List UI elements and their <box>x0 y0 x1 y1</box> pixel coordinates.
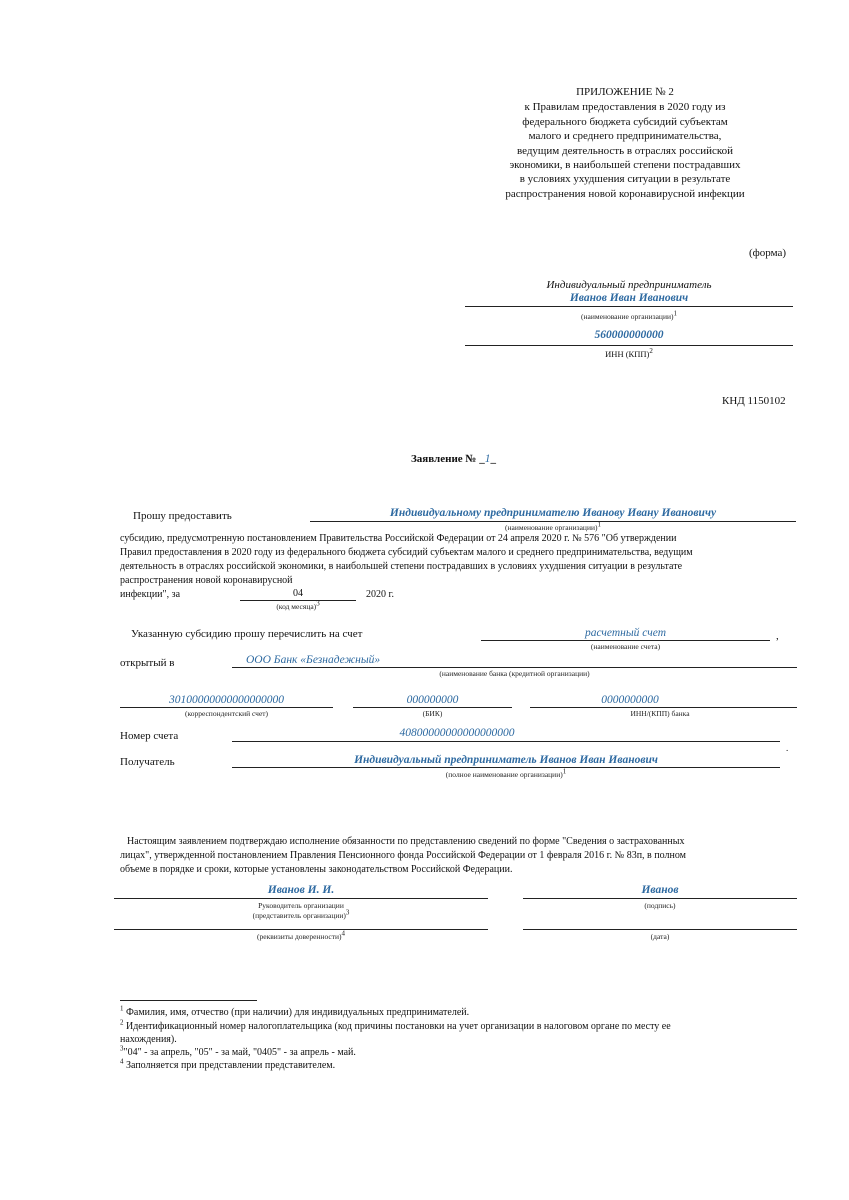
footnote: $^1$ Фамилия, имя, отчество (при наличии) для индивидуальных предпринимателей. <box>120 1004 470 1018</box>
statement-title: Заявление № _1_ <box>411 453 496 465</box>
date-line <box>523 929 797 930</box>
account-label: Указанную субсидию прошу перечислить на счет <box>131 628 363 640</box>
account-number-line <box>232 741 780 742</box>
footnote: $^4$ Заполняется при представлении представителем. <box>120 1057 336 1071</box>
request-period-label: инфекции", за <box>120 589 181 600</box>
footnote: $^3$"04" - за апрель, "05" - за май, "0405" - за апрель - май. <box>120 1044 356 1058</box>
bank-inn-caption: ИНН/(КПП) банка <box>630 709 690 718</box>
receiver-caption: (полное наименование организации)$^1$ <box>445 767 567 779</box>
receiver-name: Индивидуальный предприниматель Иванов Иван Иванович <box>354 754 658 766</box>
signature-line <box>523 898 797 899</box>
bank-name: ООО Банк «Безнадежный» <box>246 654 381 666</box>
request-paragraph: деятельность в отраслях российской экономики, в наибольшей степени пострадавших в условиях ухудшения ситуации в результате <box>120 561 683 572</box>
signature-value: Иванов <box>641 884 679 896</box>
request-recipient-line <box>310 521 796 522</box>
comma: , <box>776 630 779 642</box>
applicant-inn-caption: ИНН (КПП)$^2$ <box>605 347 653 359</box>
head-line <box>114 898 488 899</box>
corr-caption: (корреспондентский счет) <box>184 709 269 718</box>
appendix-line: федерального бюджета субсидий субъектам <box>522 116 728 128</box>
applicant-type: Индивидуальный предприниматель <box>546 279 712 291</box>
proxy-caption: (реквизиты доверенности)$^4$ <box>257 929 345 941</box>
account-type: расчетный счет <box>584 627 666 639</box>
appendix-line: экономики, в наибольшей степени пострадавших <box>509 159 741 171</box>
receiver-label: Получатель <box>120 756 175 768</box>
corr-line <box>120 707 333 708</box>
request-month-line <box>240 600 356 601</box>
receiver-line <box>232 767 780 768</box>
bank-line <box>232 667 797 668</box>
request-paragraph: Правил предоставления в 2020 году из федерального бюджета субсидий субъектам малого и среднего предпринимательства, ведущим <box>120 547 693 558</box>
applicant-name-caption: (наименование организации)$^1$ <box>581 309 677 321</box>
head-caption-2: (представитель организации)$^3$ <box>252 908 350 920</box>
head-caption-1: Руководитель организации <box>258 901 344 910</box>
statement-number: 1 <box>484 453 491 465</box>
applicant-inn-line <box>465 345 793 346</box>
proxy-line <box>114 929 488 930</box>
request-recipient: Индивидуальному предпринимателю Иванову Ивану Ивановичу <box>389 507 717 519</box>
bik-caption: (БИК) <box>422 709 443 718</box>
request-month: 04 <box>293 588 303 599</box>
request-month-caption: (код месяца)$^3$ <box>276 599 320 611</box>
account-number: 40800000000000000000 <box>399 727 515 739</box>
footnote: нахождения). <box>120 1034 177 1045</box>
confirmation-text: Настоящим заявлением подтверждаю исполнение обязанности по представлению сведений по форме "Сведения о застрахованных <box>127 836 685 847</box>
bik-value: 000000000 <box>406 694 459 706</box>
dot: . <box>786 743 789 753</box>
request-label: Прошу предоставить <box>133 510 232 522</box>
account-type-caption: (наименование счета) <box>590 642 661 651</box>
appendix-line: распространения новой коронавирусной инфекции <box>505 188 745 200</box>
request-year: 2020 г. <box>366 589 394 600</box>
bank-inn-line <box>530 707 797 708</box>
appendix-line: малого и среднего предпринимательства, <box>528 130 722 142</box>
bank-caption: (наименование банка (кредитной организации) <box>439 669 590 678</box>
request-recipient-caption: (наименование организации)$^1$ <box>505 520 601 532</box>
appendix-line: в условиях ухудшения ситуации в результате <box>519 173 731 185</box>
request-paragraph: распространения новой коронавирусной <box>120 575 293 586</box>
knd-code: КНД 1150102 <box>722 395 786 407</box>
form-label: (форма) <box>749 247 787 259</box>
head-name: Иванов И. И. <box>267 884 335 896</box>
applicant-inn: 560000000000 <box>594 329 664 341</box>
appendix-line: к Правилам предоставления в 2020 году из <box>524 101 726 113</box>
applicant-name-line <box>465 306 793 307</box>
opened-label: открытый в <box>120 657 175 669</box>
appendix-line: ведущим деятельность в отраслях российской <box>516 145 734 157</box>
footnote-separator <box>120 1000 257 1001</box>
bik-line <box>353 707 512 708</box>
appendix-title: ПРИЛОЖЕНИЕ № 2 <box>576 86 674 98</box>
bank-inn-value: 0000000000 <box>601 694 659 706</box>
date-caption: (дата) <box>650 932 670 941</box>
applicant-name: Иванов Иван Иванович <box>569 292 689 304</box>
corr-account: 30100000000000000000 <box>169 694 284 706</box>
request-paragraph: субсидию, предусмотренную постановлением Правительства Российской Федерации от 24 апреля 2020 г. № 576 "Об утверждении <box>120 533 677 544</box>
account-number-label: Номер счета <box>120 730 179 742</box>
account-type-line <box>481 640 770 641</box>
confirmation-text: объеме в порядке и сроки, которые установлены законодательством Российской Федерации. <box>120 864 513 875</box>
footnote: $^2$ Идентификационный номер налогоплательщика (код причины постановки на учет организации в налоговом органе по месту ее <box>120 1018 671 1032</box>
confirmation-text: лицах", утвержденной постановлением Правления Пенсионного фонда Российской Федерации от 1 февраля 2016 г. № 83п, в полном <box>120 850 686 861</box>
signature-caption: (подпись) <box>644 901 676 910</box>
